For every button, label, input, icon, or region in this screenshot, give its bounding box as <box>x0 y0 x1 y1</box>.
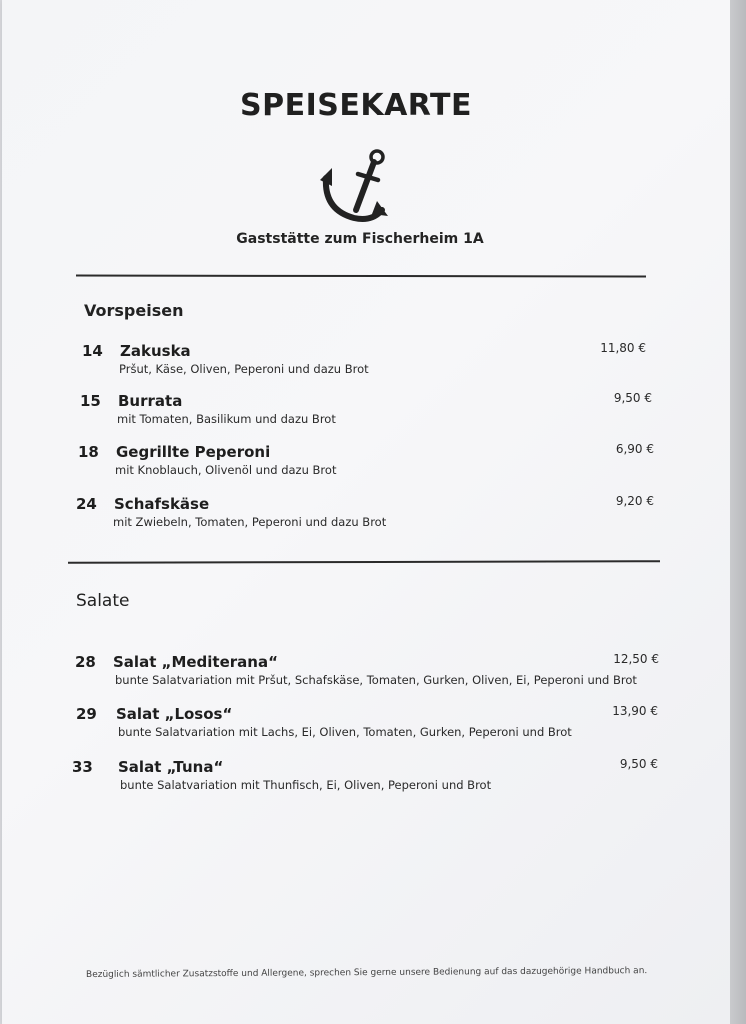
menu-item <box>76 495 654 539</box>
item-description: bunte Salatvariation mit Pršut, Schafskäse, Tomaten, Gurken, Oliven, Ei, Peperoni und Brot <box>115 673 637 687</box>
divider <box>68 560 660 564</box>
item-number: 14 <box>82 342 103 360</box>
restaurant-name: Gaststätte zum Fischerheim 1A <box>236 231 484 247</box>
item-name: Burrata <box>118 392 183 410</box>
item-price: 9,20 € <box>615 494 654 508</box>
item-description: mit Zwiebeln, Tomaten, Peperoni und dazu Brot <box>113 515 387 529</box>
item-name: Salat „Mediterana“ <box>113 653 278 671</box>
item-price: 9,50 € <box>613 391 652 405</box>
item-name: Schafskäse <box>114 495 210 513</box>
item-name: Gegrillte Peperoni <box>116 443 271 461</box>
item-price: 9,50 € <box>619 757 658 771</box>
anchor-icon <box>320 148 390 226</box>
item-price: 12,50 € <box>613 652 659 666</box>
divider <box>76 275 646 278</box>
item-number: 28 <box>75 653 96 671</box>
background-edge <box>730 0 746 1024</box>
item-number: 15 <box>80 392 101 410</box>
menu-item <box>78 443 654 487</box>
item-price: 6,90 € <box>615 442 654 456</box>
menu-item <box>76 705 658 749</box>
allergen-note: Bezüglich sämtlicher Zusatzstoffe und Allergene, sprechen Sie gerne unsere Bedienung auf das dazugehörige Handbuch an. <box>85 966 648 981</box>
item-price: 13,90 € <box>612 704 658 718</box>
menu-item <box>82 342 646 386</box>
menu-item <box>80 392 652 436</box>
item-name: Salat „Tuna“ <box>118 758 224 776</box>
item-name: Salat „Losos“ <box>116 705 233 723</box>
item-number: 33 <box>72 758 93 776</box>
item-description: bunte Salatvariation mit Thunfisch, Ei, Oliven, Peperoni und Brot <box>120 778 492 792</box>
menu-sheet <box>2 0 730 1024</box>
menu-item <box>72 758 658 802</box>
menu-item <box>75 653 659 697</box>
item-number: 18 <box>78 443 99 461</box>
section-title-salate: Salate <box>76 591 130 611</box>
item-description: bunte Salatvariation mit Lachs, Ei, Oliven, Tomaten, Gurken, Peperoni und Brot <box>118 725 572 739</box>
section-title-vorspeisen: Vorspeisen <box>84 301 184 320</box>
item-price: 11,80 € <box>600 341 646 355</box>
item-description: Pršut, Käse, Oliven, Peperoni und dazu Brot <box>119 362 369 376</box>
item-name: Zakuska <box>120 342 191 360</box>
menu-title: SPEISEKARTE <box>239 88 473 123</box>
item-description: mit Knoblauch, Olivenöl und dazu Brot <box>115 463 337 477</box>
item-number: 24 <box>76 495 97 513</box>
item-number: 29 <box>76 705 97 723</box>
item-description: mit Tomaten, Basilikum und dazu Brot <box>117 412 336 426</box>
